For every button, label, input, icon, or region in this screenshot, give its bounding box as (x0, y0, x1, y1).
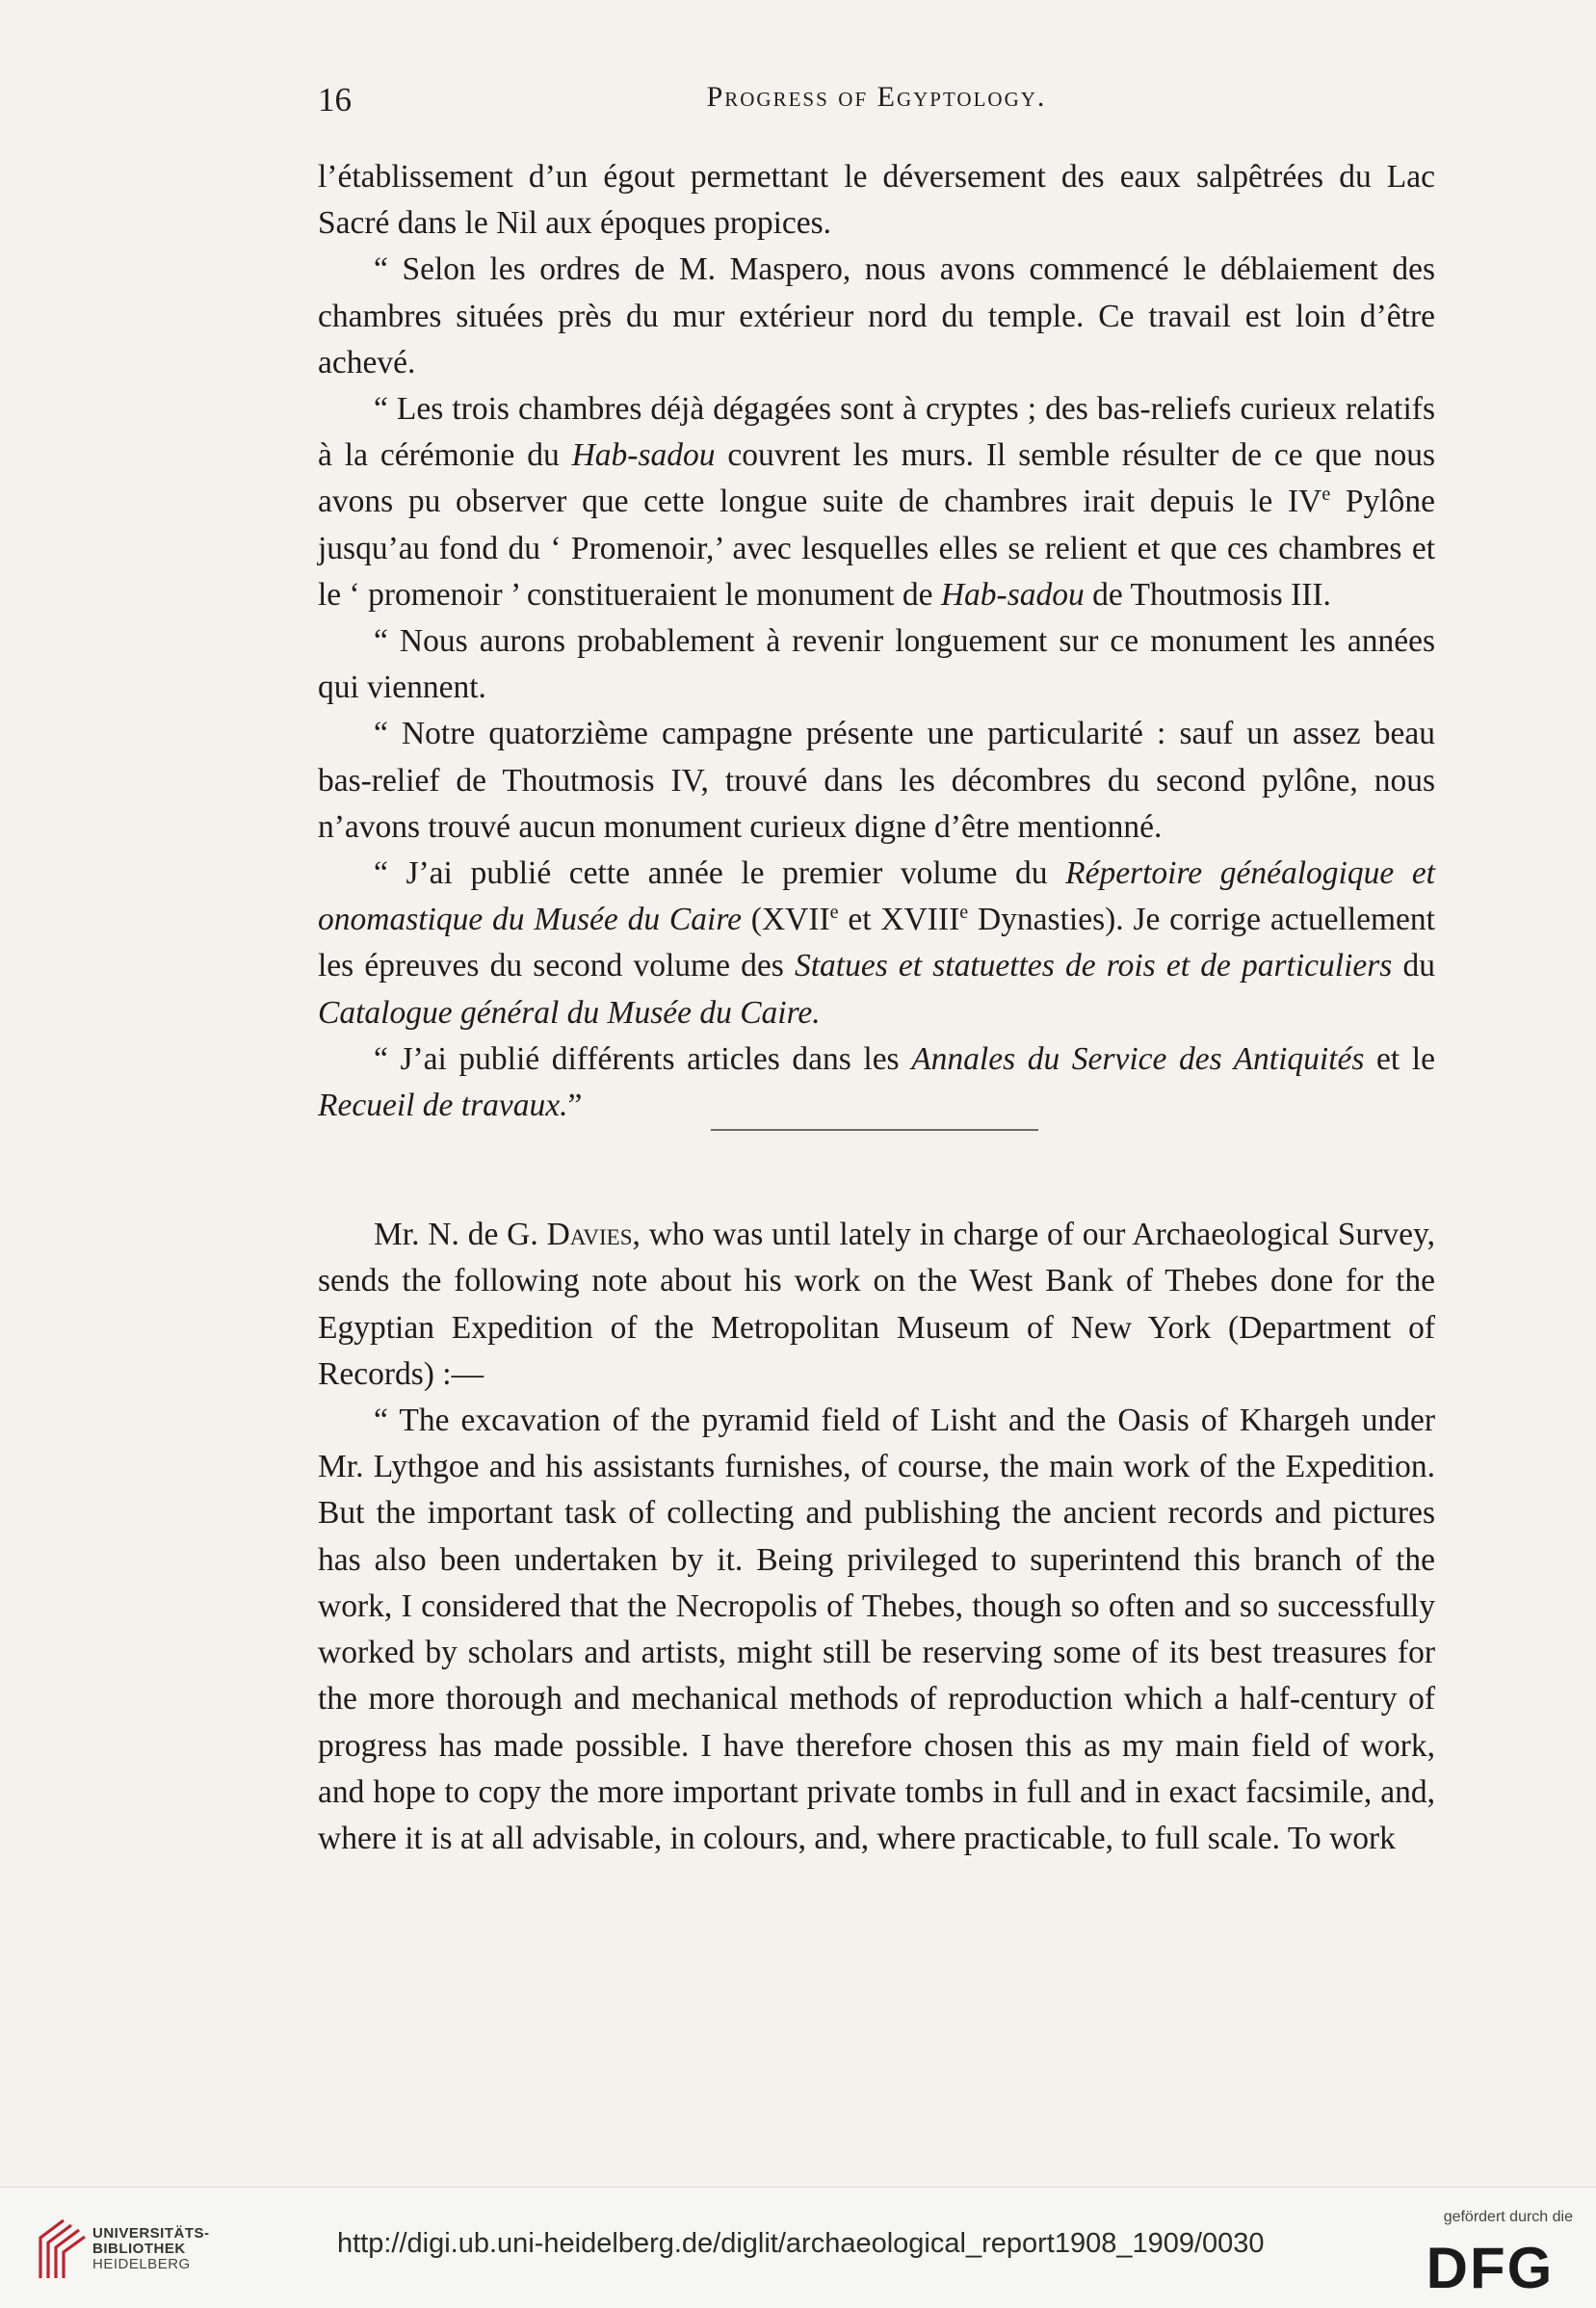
superscript: e (829, 902, 839, 924)
horizontal-rule (711, 1129, 1038, 1131)
italic-run: Catalogue général du Musée du Caire. (318, 994, 821, 1031)
text-run: Mr. N. de G. (374, 1217, 547, 1253)
paragraph-6 (318, 851, 1435, 1036)
library-name-line: BIBLIOTHEK (92, 2241, 186, 2257)
university-library-logo-icon (35, 2215, 87, 2282)
text-run: couvrent les murs. Il semble résulter de ce que nous avons pu observer que cette longue suite de chambres irait depuis le IV (318, 437, 1436, 520)
italic-run: Annales du Service des Antiquités (911, 1040, 1365, 1077)
italic-run: Hab-sadou (571, 437, 716, 474)
italic-run: Répertoire généalogique et onomastique du Musée du Caire (318, 855, 1435, 938)
library-name (92, 2226, 210, 2272)
text-run: Pylône jusqu’au fond du ‘ Promenoir,’ avec lesquelles elles se relient et que ces chambres et le ‘ promenoir ’ constitueraient le monument de (318, 484, 1435, 613)
paragraph-3 (318, 386, 1435, 618)
dfg-logo-icon (1411, 2238, 1569, 2295)
paragraph-4: “ Nous aurons probablement à revenir longuement sur ce monument les années qui viennent. (318, 623, 1435, 706)
small-caps-name: Davies (546, 1217, 633, 1253)
digitization-footer (0, 2187, 1596, 2308)
text-run: , who was until lately in charge of our Archaeological Survey, sends the following note about his work on the West Bank of Thebes done for the Egyptian Expedition of the Metropolitan Museum of New York (Department of Records) :— (318, 1217, 1435, 1392)
section-divider (318, 1129, 1435, 1212)
italic-run: Hab-sadou (940, 576, 1085, 613)
paragraph-2: “ Selon les ordres de M. Maspero, nous avons commencé le déblaiement des chambres situées près du mur extérieur nord du temple. Ce travail est loin d’être achevé. (318, 251, 1435, 380)
text-run: “ Les trois chambres déjà dégagées sont à cryptes ; des bas-reliefs curieux relatifs à la cérémonie du (318, 391, 1435, 474)
paragraph-8 (318, 1212, 1435, 1398)
text-run: de Thoutmosis III. (1084, 576, 1331, 613)
library-name-line: UNIVERSITÄTS- (92, 2225, 210, 2242)
superscript: e (1321, 484, 1331, 506)
library-name-line: HEIDELBERG (92, 2256, 191, 2272)
text-run: (XVII (741, 902, 830, 938)
paragraph-7 (318, 1036, 1435, 1129)
page-number: 16 (318, 81, 352, 118)
funding-note: gefördert durch die (1443, 2209, 1573, 2225)
text-run: ” (567, 1088, 583, 1124)
paragraph-1: l’établissement d’un égout permettant le déversement des eaux salpêtrées du Lac Sacré dans le Nil aux époques propices. (318, 159, 1435, 242)
superscript: e (959, 902, 969, 924)
permalink-url[interactable]: http://digi.ub.uni-heidelberg.de/diglit/archaeological_report1908_1909/0030 (337, 2228, 1265, 2259)
text-run: du (1392, 948, 1436, 984)
italic-run: Statues et statuettes de rois et de particuliers (794, 948, 1393, 984)
text-run: “ J’ai publié différents articles dans les (374, 1040, 912, 1077)
running-title: Progress of Egyptology. (706, 81, 1047, 113)
dfg-logo-text: DFG (1426, 2238, 1555, 2295)
text-run: “ J’ai publié cette année le premier volume du (374, 855, 1066, 892)
paragraph-5: “ Notre quatorzième campagne présente une particularité : sauf un assez beau bas-relief de Thoutmosis IV, trouvé dans les décombres du second pylône, nous n’avons trouvé aucun monument curieux digne d’être mentionné. (318, 716, 1435, 845)
paragraph-9: “ The excavation of the pyramid field of Lisht and the Oasis of Khargeh under Mr. Lythgoe and his assistants furnishes, of course, the main work of the Expedition. But the important task of collecting and publishing the ancient records and pictures has also been undertaken by it. Being privileged to superintend this branch of the work, I considered that the Necropolis of Thebes, though so often and so successfully worked by scholars and artists, might still be reserving some of its best treasures for the more thorough and mechanical methods of reproduction which a half-century of progress has made possible. I have therefore chosen this as my main field of work, and hope to copy the more important private tombs in full and in exact facsimile, and, where it is at all advisable, in colours, and, where practicable, to full scale. To work (318, 1403, 1435, 1856)
italic-run: Recueil de travaux. (318, 1088, 568, 1124)
page-header (318, 81, 1435, 119)
text-run: et XVIII (838, 902, 960, 938)
body-text (318, 154, 1435, 1862)
text-run: Dynasties). Je corrige actuellement les épreuves du second volume des (318, 902, 1435, 984)
text-run: et le (1364, 1040, 1435, 1077)
